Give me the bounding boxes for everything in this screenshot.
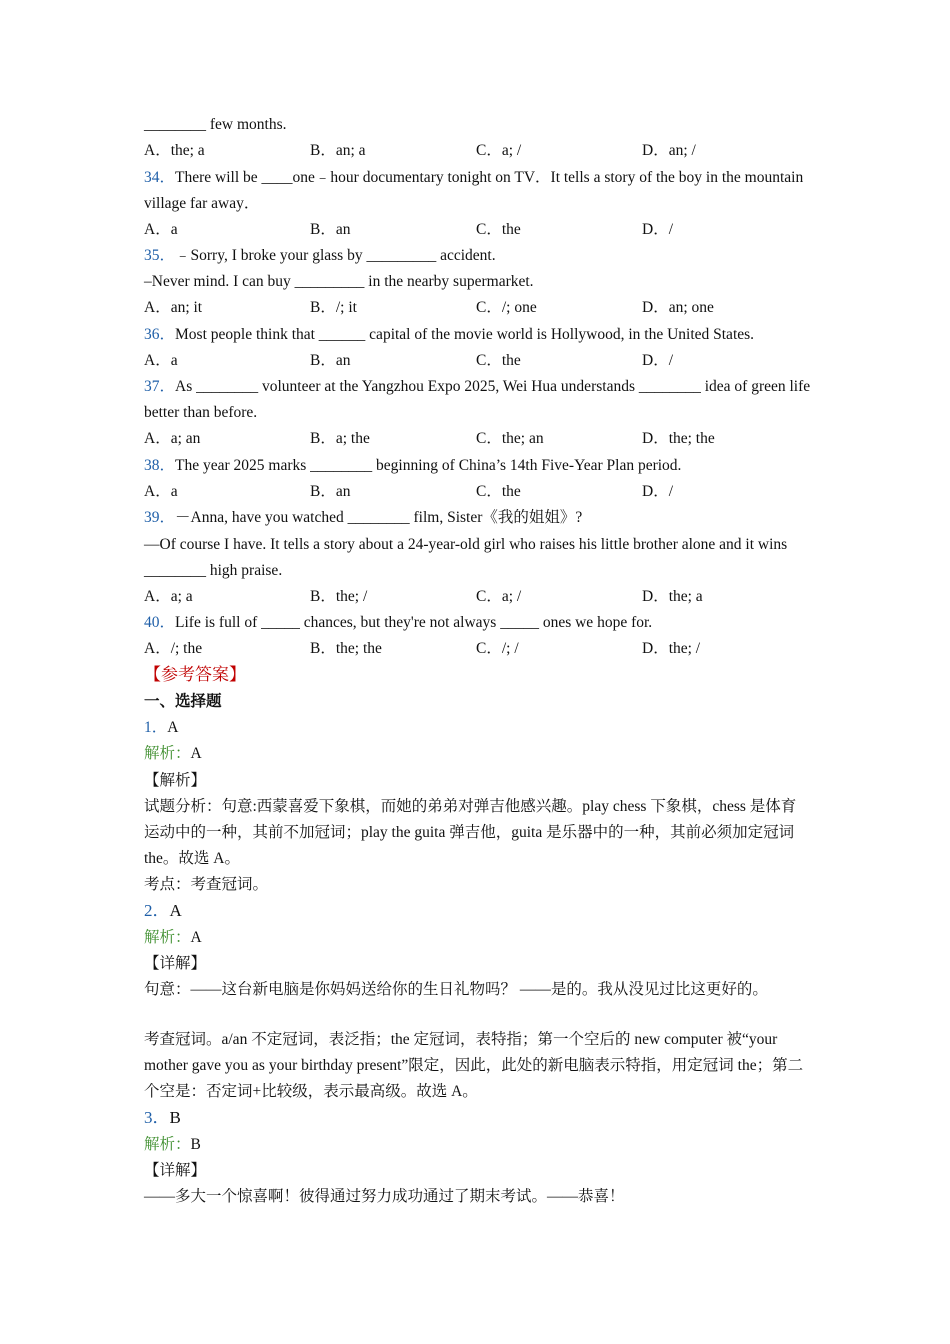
answer-header: 【参考答案】 bbox=[144, 665, 246, 685]
option-b: B．an bbox=[310, 482, 351, 500]
answer-2-tag: 【详解】 bbox=[144, 954, 207, 972]
option-a: A．a bbox=[144, 482, 178, 500]
question-text: As ________ volunteer at the Yangzhou Expo 2025, Wei Hua understands ________ idea of green life better than before. bbox=[144, 378, 811, 422]
option-c: C．the bbox=[476, 220, 521, 238]
analysis-value: A bbox=[190, 928, 202, 946]
question-number: 39． bbox=[144, 509, 176, 527]
question-text: The year 2025 marks ________ beginning of China’s 14th Five-Year Plan period. bbox=[175, 456, 682, 474]
q40-options bbox=[144, 636, 824, 662]
option-a: A．a bbox=[144, 220, 178, 238]
q33-options bbox=[144, 138, 824, 164]
question-text: Life is full of _____ chances, but they're not always _____ ones we hope for. bbox=[175, 613, 653, 631]
option-d: D．the; / bbox=[642, 640, 701, 658]
analysis-label: 解析： bbox=[144, 1135, 191, 1153]
answer-2-analysis bbox=[144, 925, 824, 951]
question-40 bbox=[144, 610, 824, 636]
option-a: A．a bbox=[144, 352, 178, 370]
question-text: ﹣Sorry, I broke your glass by _________ accident. bbox=[175, 246, 496, 264]
answer-1 bbox=[144, 715, 824, 741]
question-35 bbox=[144, 243, 824, 269]
q38-options bbox=[144, 479, 824, 505]
q34-options bbox=[144, 217, 824, 243]
option-d: D．the; the bbox=[642, 430, 715, 448]
option-c: C．the bbox=[476, 352, 521, 370]
question-39 bbox=[144, 505, 824, 531]
answer-3-analysis bbox=[144, 1132, 824, 1158]
question-number: 40． bbox=[144, 613, 176, 631]
option-b: B．/; it bbox=[310, 299, 357, 317]
answer-number: 2． bbox=[144, 901, 170, 921]
option-a: A．a; an bbox=[144, 430, 201, 448]
option-a: A．a; a bbox=[144, 587, 193, 605]
option-d: D．an; one bbox=[642, 299, 714, 317]
option-c: C．/; / bbox=[476, 640, 519, 658]
spacer bbox=[144, 1003, 824, 1027]
answer-letter: B bbox=[169, 1108, 181, 1128]
question-number: 37． bbox=[144, 378, 176, 396]
option-b: B．the; / bbox=[310, 587, 368, 605]
answer-3-translation: ——多大一个惊喜啊！彼得通过努力成功通过了期末考试。——恭喜！ bbox=[144, 1188, 625, 1206]
option-b: B．an bbox=[310, 220, 351, 238]
question-36 bbox=[144, 322, 824, 348]
question-38 bbox=[144, 453, 824, 479]
question-34 bbox=[144, 165, 824, 217]
question-text: Most people think that ______ capital of the movie world is Hollywood, in the United States. bbox=[175, 325, 755, 343]
answer-1-tag: 【解析】 bbox=[144, 771, 207, 789]
question-number: 38． bbox=[144, 456, 176, 474]
analysis-label: 解析： bbox=[144, 928, 191, 946]
option-b: B．a; the bbox=[310, 430, 370, 448]
option-d: D．/ bbox=[642, 352, 674, 370]
question-number: 36． bbox=[144, 325, 176, 343]
answer-number: 1． bbox=[144, 719, 168, 737]
option-a: A．an; it bbox=[144, 299, 203, 317]
q39-options bbox=[144, 584, 824, 610]
option-a: A．/; the bbox=[144, 640, 203, 658]
answer-1-point: 考点：考查冠词。 bbox=[144, 875, 269, 893]
option-d: D．the; a bbox=[642, 587, 703, 605]
answer-2-explanation: 考查冠词。a/an 不定冠词，表泛指；the 定冠词，表特指；第一个空后的 new computer 被“your mother gave you as your birthday present”限定，因此，此处的新电脑表示特指，用定冠词 the；第二个空是：否定词+比较级，表示最高级。故选 A。 bbox=[144, 1031, 804, 1101]
answer-2-translation: 句意：——这台新电脑是你妈妈送给你的生日礼物吗？ ——是的。我从没见过比这更好的。 bbox=[144, 981, 768, 999]
question-text: There will be ____one﹣hour documentary tonight on TV．It tells a story of the boy in the mountain village far away． bbox=[144, 168, 804, 212]
option-b: B．an bbox=[310, 352, 351, 370]
q33-tail: ________ few months. bbox=[144, 116, 287, 133]
question-number: 34． bbox=[144, 168, 176, 186]
q36-options bbox=[144, 348, 824, 374]
option-c: C．/; one bbox=[476, 299, 537, 317]
option-c: C．the; an bbox=[476, 430, 544, 448]
q35-line2: –Never mind. I can buy _________ in the nearby supermarket. bbox=[144, 273, 534, 291]
section-title: 一、选择题 bbox=[144, 692, 222, 710]
analysis-value: A bbox=[190, 745, 202, 763]
option-d: D．/ bbox=[642, 482, 674, 500]
analysis-label: 解析： bbox=[144, 745, 191, 763]
answer-1-analysis bbox=[144, 741, 824, 767]
question-number: 35． bbox=[144, 246, 176, 264]
question-37 bbox=[144, 374, 824, 426]
answer-letter: A bbox=[169, 901, 182, 921]
q39-line2: —Of course I have. It tells a story about a 24-year-old girl who raises his little brother alone and it wins ________ high praise. bbox=[144, 535, 788, 579]
answer-2 bbox=[144, 898, 824, 924]
q37-options bbox=[144, 426, 824, 452]
answer-number: 3． bbox=[144, 1108, 170, 1128]
answer-3 bbox=[144, 1105, 824, 1131]
option-c: C．a; / bbox=[476, 142, 522, 160]
option-c: C．a; / bbox=[476, 587, 522, 605]
option-d: D．/ bbox=[642, 220, 674, 238]
answer-3-tag: 【详解】 bbox=[144, 1162, 207, 1180]
option-c: C．the bbox=[476, 482, 521, 500]
q35-options bbox=[144, 295, 824, 321]
answer-1-explanation: 试题分析：句意:西蒙喜爱下象棋，而她的弟弟对弹吉他感兴趣。play chess 下象棋，chess 是体育运动中的一种，其前不加冠词；play the guita 弹吉他，guita 是乐器中的一种，其前必须加定冠词 the。故选 A。 bbox=[144, 797, 797, 867]
answer-letter: A bbox=[167, 719, 179, 737]
option-b: B．an; a bbox=[310, 142, 366, 160]
option-b: B．the; the bbox=[310, 640, 382, 658]
analysis-value: B bbox=[190, 1135, 201, 1153]
question-text: －Anna, have you watched ________ film, Sister《我的姐姐》? bbox=[175, 509, 583, 527]
option-a: A．the; a bbox=[144, 142, 205, 160]
document-page bbox=[144, 112, 824, 1211]
option-d: D．an; / bbox=[642, 142, 696, 160]
